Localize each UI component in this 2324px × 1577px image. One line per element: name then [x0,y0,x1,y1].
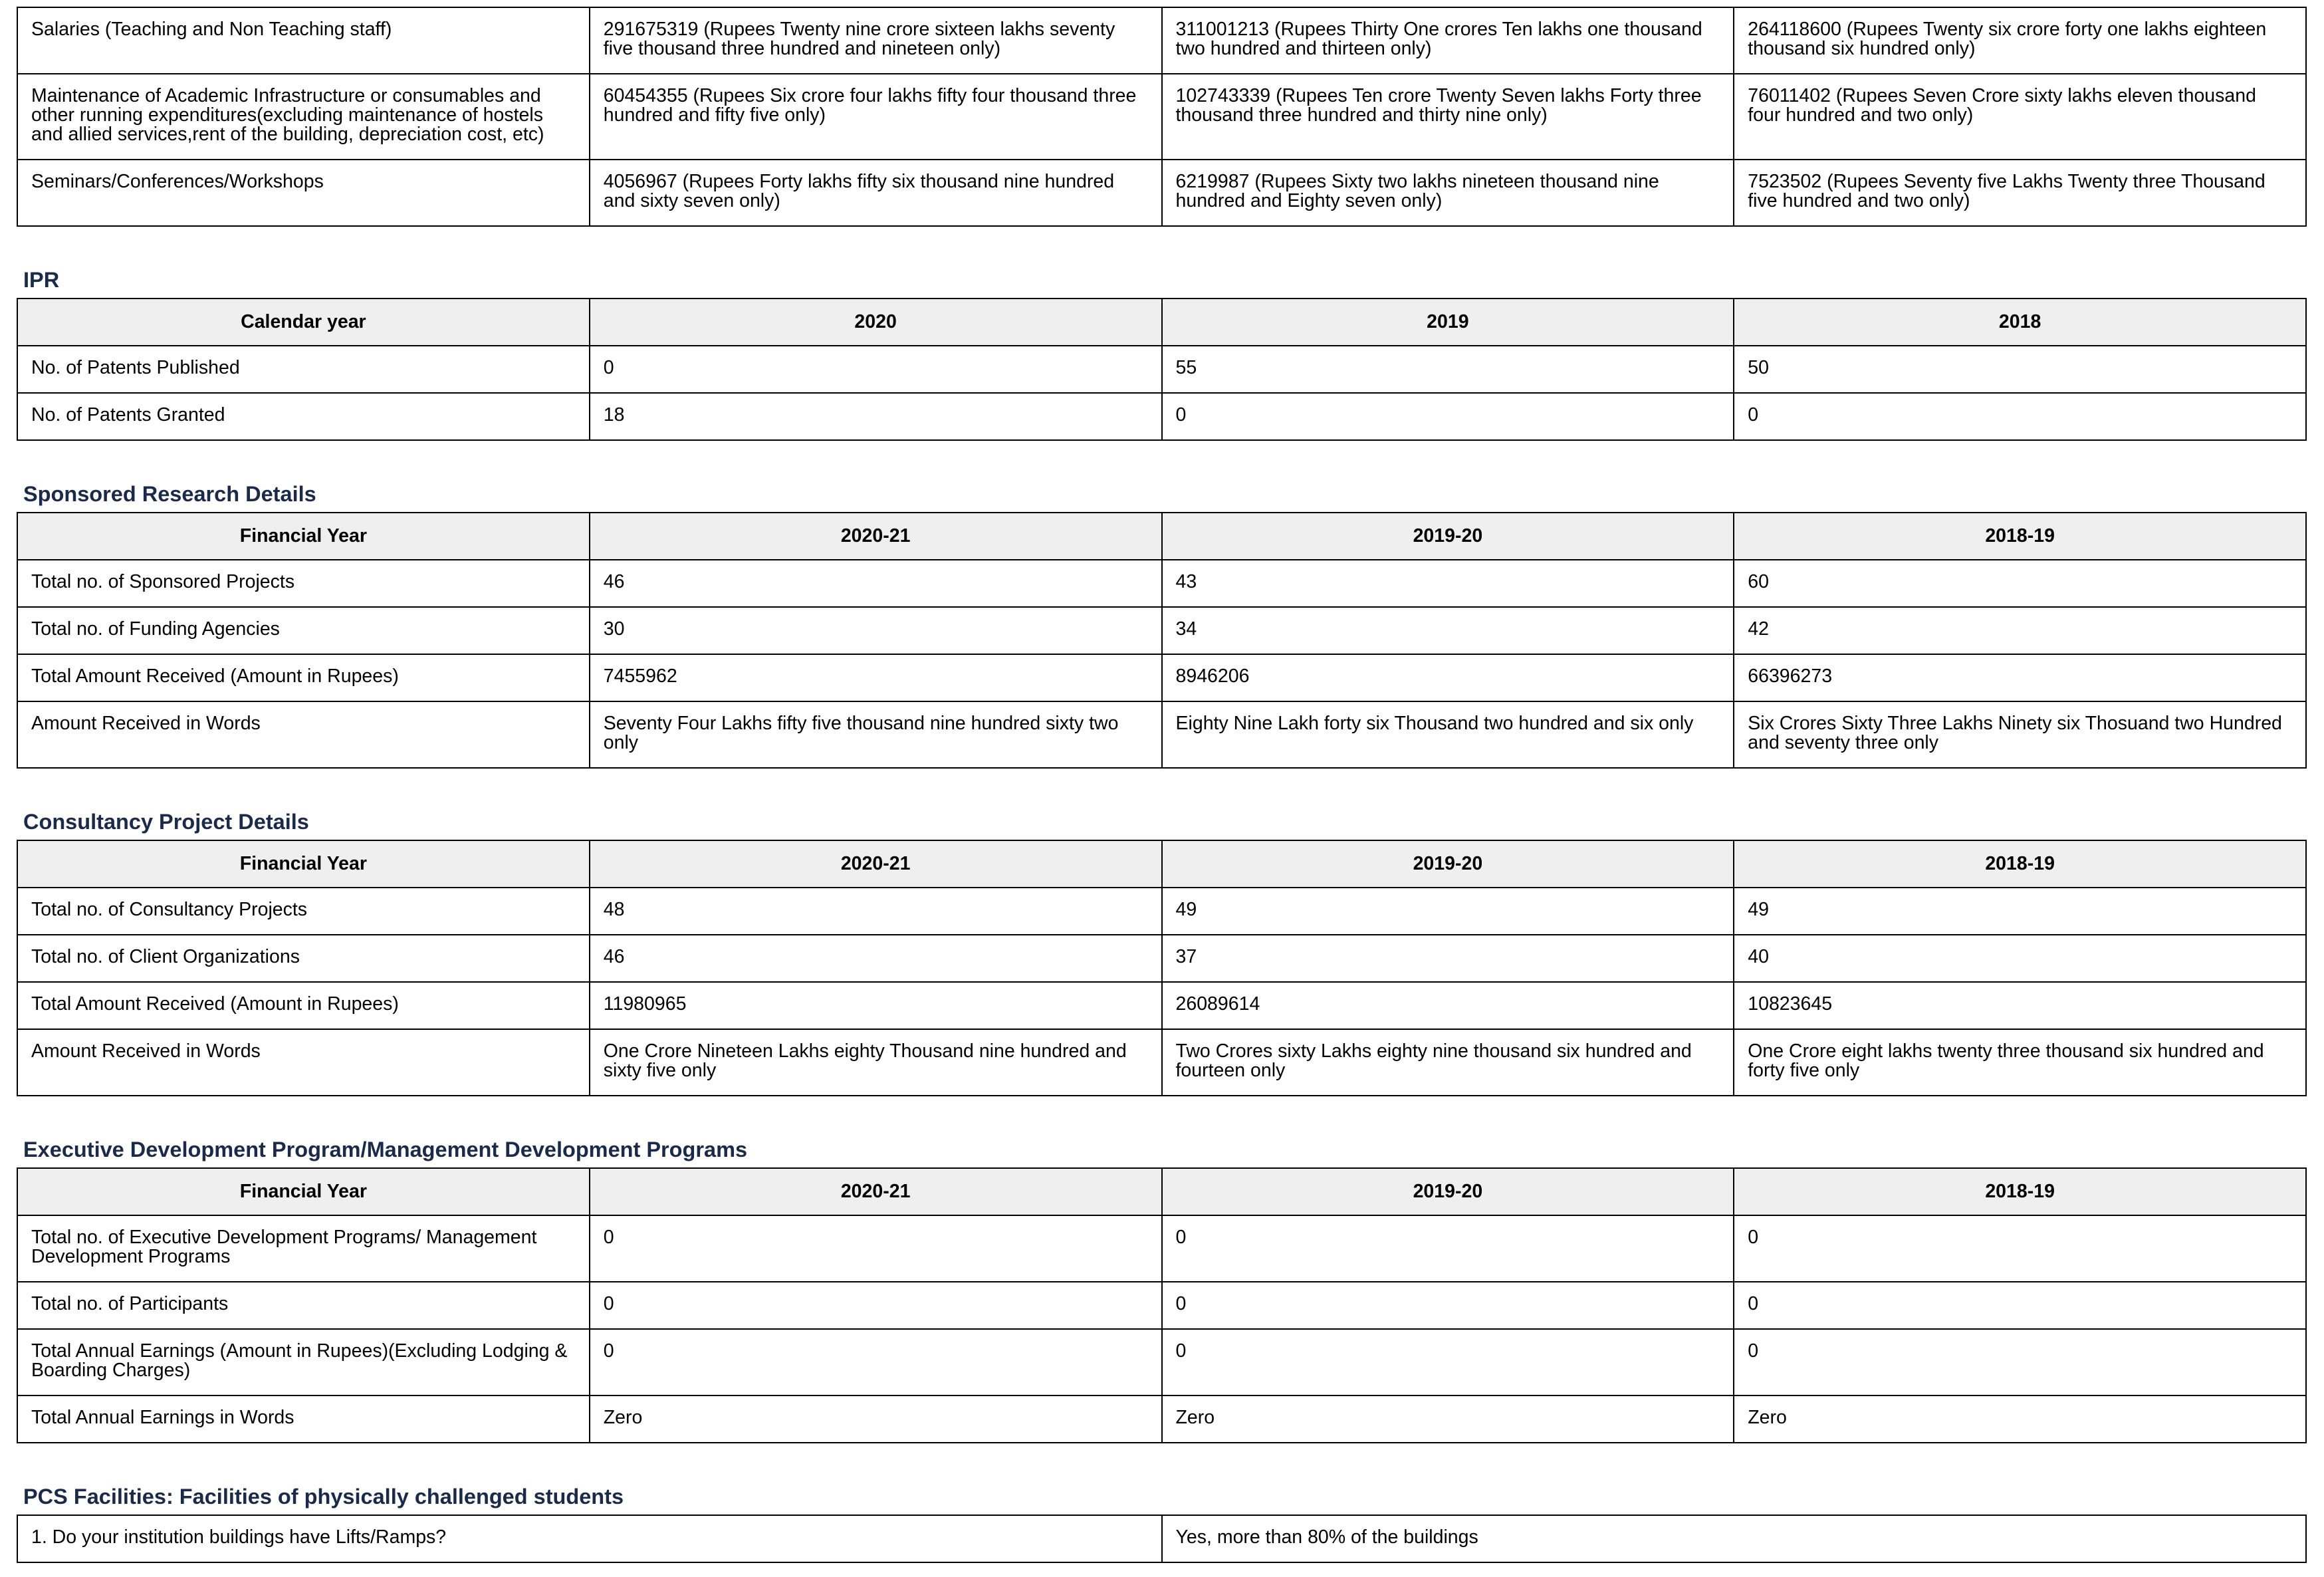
row-label: Total no. of Participants [17,1282,590,1329]
row-label: Total Amount Received (Amount in Rupees) [17,982,590,1029]
table-row [17,607,2306,654]
table-row [17,982,2306,1029]
table-header-row [17,513,2306,560]
table-cell: 0 [1162,1215,1734,1282]
row-label: Total no. of Sponsored Projects [17,560,590,607]
table-cell: Two Crores sixty Lakhs eighty nine thousand six hundred and fourteen only [1162,1029,1734,1096]
table-cell: Eighty Nine Lakh forty six Thousand two hundred and six only [1162,701,1734,768]
table-cell: 291675319 (Rupees Twenty nine crore sixteen lakhs seventy five thousand three hundred and nineteen only) [590,7,1162,74]
table-header-row [17,840,2306,888]
table-cell: 311001213 (Rupees Thirty One crores Ten lakhs one thousand two hundred and thirteen only) [1162,7,1734,74]
table-cell: Six Crores Sixty Three Lakhs Ninety six Thosuand two Hundred and seventy three only [1734,701,2306,768]
row-label: Total Annual Earnings in Words [17,1395,590,1443]
column-header: Financial Year [17,1168,590,1215]
table-cell: 37 [1162,935,1734,982]
table-cell: 66396273 [1734,654,2306,701]
section-title-consultancy: Consultancy Project Details [23,810,309,834]
table-cell: 50 [1734,346,2306,393]
column-header: 2020 [590,299,1162,346]
table-cell: 18 [590,393,1162,440]
section-title-sponsored-research: Sponsored Research Details [23,482,316,506]
table-cell: 0 [1734,1215,2306,1282]
pcs-facilities-table [17,1515,2307,1563]
table-header-row [17,1168,2306,1215]
table-cell: 7523502 (Rupees Seventy five Lakhs Twenty three Thousand five hundred and two only) [1734,160,2306,226]
table-cell: 76011402 (Rupees Seven Crore sixty lakhs eleven thousand four hundred and two only) [1734,74,2306,160]
table-cell: 264118600 (Rupees Twenty six crore forty one lakhs eighteen thousand six hundred only) [1734,7,2306,74]
table-row [17,346,2306,393]
table-cell: 7455962 [590,654,1162,701]
table-header-row [17,299,2306,346]
table-row [17,560,2306,607]
consultancy-table [17,840,2307,1096]
table-cell: 42 [1734,607,2306,654]
table-row [17,1515,2306,1562]
column-header: 2019-20 [1162,840,1734,888]
table-cell: One Crore eight lakhs twenty three thousand six hundred and forty five only [1734,1029,2306,1096]
table-cell: Zero [1734,1395,2306,1443]
table-cell: 0 [1734,393,2306,440]
section-title-pcs-facilities: PCS Facilities: Facilities of physically challenged students [23,1485,624,1509]
table-cell: 55 [1162,346,1734,393]
table-cell: 49 [1162,888,1734,935]
table-cell: 49 [1734,888,2306,935]
table-cell: 46 [590,560,1162,607]
table-row [17,74,2306,160]
table-cell: 0 [1162,393,1734,440]
table-cell: 11980965 [590,982,1162,1029]
column-header: 2018-19 [1734,513,2306,560]
section-title-ipr: IPR [23,268,60,292]
table-row [17,160,2306,226]
sponsored-research-table [17,512,2307,769]
column-header: 2019 [1162,299,1734,346]
table-cell: 8946206 [1162,654,1734,701]
row-label: Total no. of Consultancy Projects [17,888,590,935]
document-page [0,7,2324,1577]
column-header: 2018-19 [1734,1168,2306,1215]
table-cell: 60 [1734,560,2306,607]
column-header: Calendar year [17,299,590,346]
table-row [17,1395,2306,1443]
column-header: 2020-21 [590,840,1162,888]
column-header: 2020-21 [590,1168,1162,1215]
row-label: Total no. of Funding Agencies [17,607,590,654]
table-cell: 60454355 (Rupees Six crore four lakhs fifty four thousand three hundred and fifty five only) [590,74,1162,160]
row-label: Total Amount Received (Amount in Rupees) [17,654,590,701]
table-cell: 0 [1162,1282,1734,1329]
table-cell: 6219987 (Rupees Sixty two lakhs nineteen thousand nine hundred and Eighty seven only) [1162,160,1734,226]
row-label: Salaries (Teaching and Non Teaching staff) [17,7,590,74]
table-cell: 0 [590,1282,1162,1329]
row-label: Total no. of Executive Development Programs/ Management Development Programs [17,1215,590,1282]
column-header: 2018 [1734,299,2306,346]
row-label: Total Annual Earnings (Amount in Rupees)(Excluding Lodging & Boarding Charges) [17,1329,590,1395]
table-cell: One Crore Nineteen Lakhs eighty Thousand nine hundred and sixty five only [590,1029,1162,1096]
table-row [17,1215,2306,1282]
table-cell: 30 [590,607,1162,654]
table-row [17,701,2306,768]
row-label: Total no. of Client Organizations [17,935,590,982]
ipr-table [17,298,2307,441]
table-cell: 46 [590,935,1162,982]
row-label: No. of Patents Granted [17,393,590,440]
table-cell: Zero [1162,1395,1734,1443]
row-label: No. of Patents Published [17,346,590,393]
edp-table [17,1167,2307,1443]
table-cell: 43 [1162,560,1734,607]
column-header: 2020-21 [590,513,1162,560]
table-cell: 0 [1162,1329,1734,1395]
table-cell: 26089614 [1162,982,1734,1029]
table-cell: 0 [590,1329,1162,1395]
table-row [17,888,2306,935]
column-header: 2019-20 [1162,513,1734,560]
table-cell: 10823645 [1734,982,2306,1029]
row-label: Amount Received in Words [17,701,590,768]
table-cell: 0 [590,1215,1162,1282]
table-cell: Zero [590,1395,1162,1443]
column-header: Financial Year [17,513,590,560]
table-row [17,1282,2306,1329]
table-cell: Seventy Four Lakhs fifty five thousand nine hundred sixty two only [590,701,1162,768]
table-cell: 34 [1162,607,1734,654]
answer-cell: Yes, more than 80% of the buildings [1162,1515,2307,1562]
table-cell: 48 [590,888,1162,935]
column-header: Financial Year [17,840,590,888]
expenditure-table [17,7,2307,227]
row-label: Maintenance of Academic Infrastructure or consumables and other running expenditures(excluding maintenance of hostels and allied services,rent of the building, depreciation cost, etc) [17,74,590,160]
column-header: 2018-19 [1734,840,2306,888]
row-label: Amount Received in Words [17,1029,590,1096]
table-row [17,7,2306,74]
table-cell: 0 [1734,1329,2306,1395]
question-cell: 1. Do your institution buildings have Lifts/Ramps? [17,1515,1162,1562]
column-header: 2019-20 [1162,1168,1734,1215]
table-row [17,654,2306,701]
table-cell: 0 [590,346,1162,393]
table-row [17,935,2306,982]
table-row [17,393,2306,440]
table-cell: 4056967 (Rupees Forty lakhs fifty six thousand nine hundred and sixty seven only) [590,160,1162,226]
section-title-edp: Executive Development Program/Management Development Programs [23,1138,748,1161]
table-cell: 40 [1734,935,2306,982]
table-row [17,1329,2306,1395]
table-row [17,1029,2306,1096]
table-cell: 102743339 (Rupees Ten crore Twenty Seven lakhs Forty three thousand three hundred and thirty nine only) [1162,74,1734,160]
row-label: Seminars/Conferences/Workshops [17,160,590,226]
table-cell: 0 [1734,1282,2306,1329]
